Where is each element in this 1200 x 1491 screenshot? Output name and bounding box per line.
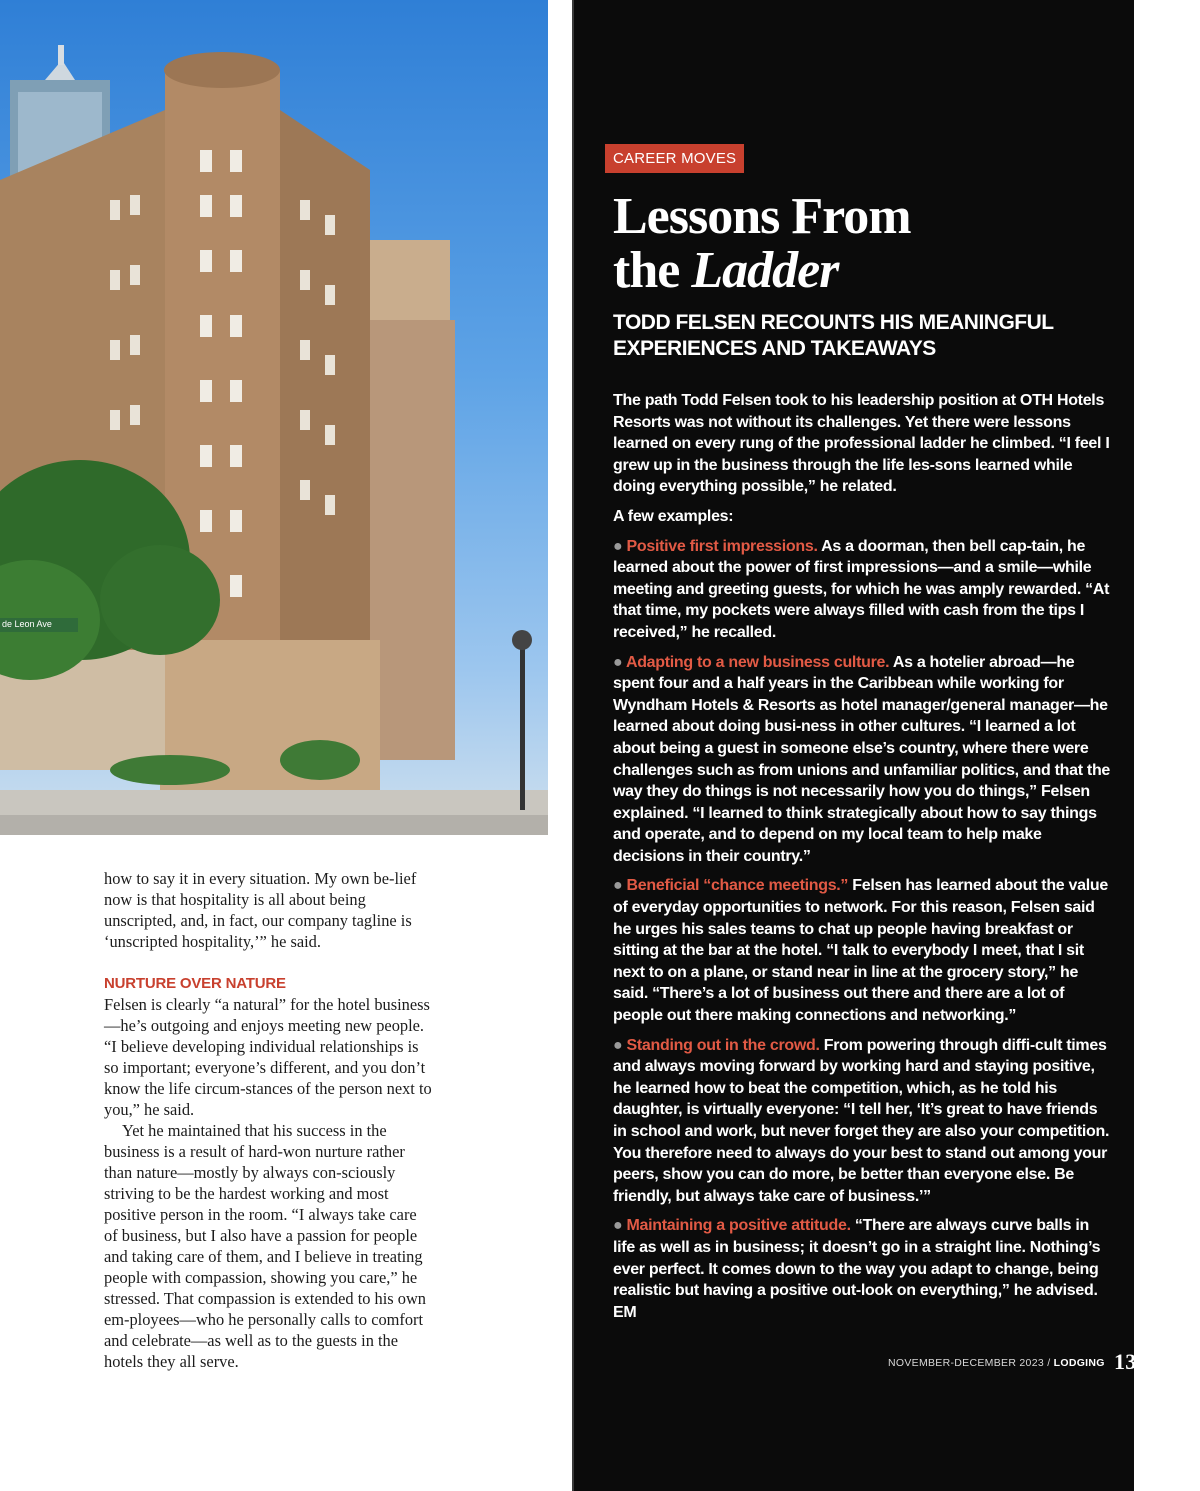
hotel-photo [0, 0, 548, 835]
list-item [613, 875, 1111, 1026]
list-item-text: As a hotelier abroad—he spent four and a half years in the Caribbean while working for Wyndham Hotels & Resorts as hotel manager/general manager—he learned about doing busi-ness in other cultures. “I learned a lot about being a guest in someone else’s country, where there were challenges such as from unions and unfamiliar politics, and that the way they do things is not necessarily how you do things,” Felsen explained. “I learned to think strategically about how to say things and operate, and to depend on my local team to help make decisions in their country.” [613, 653, 1111, 865]
list-item-lead: Maintaining a positive attitude. [626, 1217, 851, 1235]
dek: TODD FELSEN RECOUNTS HIS MEANINGFUL EXPERIENCES AND TAKEAWAYS [613, 311, 1054, 360]
bullet-icon: ● [613, 653, 623, 671]
magazine-brand: LODGING [1053, 1357, 1105, 1369]
bullet-icon: ● [613, 1036, 623, 1054]
page-number: 13 [1113, 1349, 1137, 1374]
headline-line-2-italic: Ladder [691, 242, 839, 299]
list-item-text: “There are always curve balls in life as well as in business; it doesn’t go in a straight line. Nothing’s ever perfect. It comes down to the way you adapt to change, being realistic but having a positive out-look on everything,” he advised. [613, 1217, 1101, 1300]
list-item-text: From powering through diffi-cult times and always moving forward by working hard and staying positive, he learned how to beat the competition, which, as he told his daughter, is virtually everyone: “I tell her, ‘It’s great to have friends in school and work, but never forget they are also your competition. You therefore need to always do your best to stand out among your peers, show you can do more, be better than everyone else. Be friendly, but always take care of business.’” [613, 1036, 1110, 1205]
examples-label: A few examples: [613, 507, 734, 525]
section-subhead: NURTURE OVER NATURE [104, 975, 286, 992]
headline-line-2-plain: the [613, 242, 680, 299]
bullet-icon: ● [613, 877, 623, 895]
left-article-column [104, 868, 432, 1372]
list-item-lead: Positive first impressions. [626, 537, 818, 555]
bullet-icon: ● [613, 537, 623, 555]
issue-date: NOVEMBER-DECEMBER 2023 / [888, 1357, 1051, 1369]
headline-line-1: Lessons From [613, 188, 911, 245]
page-folio [888, 1349, 1137, 1375]
list-item [613, 536, 1111, 644]
list-item-lead: Beneficial “chance meetings.” [626, 877, 849, 895]
left-paragraph-3: Yet he maintained that his success in the business is a result of hard-won nurture rather than nature—mostly by always con-sciously striving to be the hardest working and most positive person in the room. “I always take care of business, but I also have a passion for people and taking care of them, and I believe in treating people with compassion, showing you care,” he stressed. That compassion is extended to his own em-ployees—who he personally calls to comfort and celebrate—as well as to the guests in the hotels they all serve. [104, 1121, 427, 1371]
intro-paragraph: The path Todd Felsen took to his leadership position at OTH Hotels Resorts was not without its challenges. Yet there were lessons learned on every rung of the professional ladder he climbed. “I feel I grew up in the business through the life les-sons learned while doing everything possible,” he related. [613, 392, 1110, 496]
left-paragraph-2: Felsen is clearly “a natural” for the hotel business—he’s outgoing and enjoys meeting new people. “I believe developing individual relationships is so important; everyone’s different, and you don’t know the life circum-stances of the person next to you,” he said. [104, 995, 432, 1119]
list-item [613, 1215, 1111, 1323]
street-sign-text: de Leon Ave [2, 619, 52, 629]
list-item [613, 1035, 1111, 1208]
list-item-text: Felsen has learned about the value of everyday opportunities to network. For this reason, Felsen said he urges his sales teams to chat up people having breakfast or sitting at the bar at the hotel. “I talk to everybody I meet, that I sit next to on a plane, or stand near in line at the grocery story,” he said. “There’s a lot of business out there and there are a lot of people out there making connections and networking.” [613, 877, 1108, 1025]
list-item-lead: Standing out in the crowd. [626, 1036, 820, 1054]
category-tag: CAREER MOVES [605, 144, 744, 173]
list-item-text: As a doorman, then bell cap-tain, he learned about the power of first impressions—and a smile—while meeting and greeting guests, for which he was amply rewarded. “At that time, my pockets were always filled with cash from the tips I received,” he recalled. [613, 537, 1110, 641]
panel-body [613, 390, 1111, 1331]
bullet-icon: ● [613, 1217, 623, 1235]
left-paragraph-1: how to say it in every situation. My own be-lief now is that hospitality is all about being unscripted, and, in fact, our company tagline is ‘unscripted hospitality,’” he said. [104, 869, 417, 951]
author-signature: EM [613, 1303, 637, 1321]
headline [613, 190, 1113, 298]
hotel-building-illustration [0, 0, 548, 835]
list-item [613, 652, 1111, 868]
list-item-lead: Adapting to a new business culture. [625, 653, 890, 671]
